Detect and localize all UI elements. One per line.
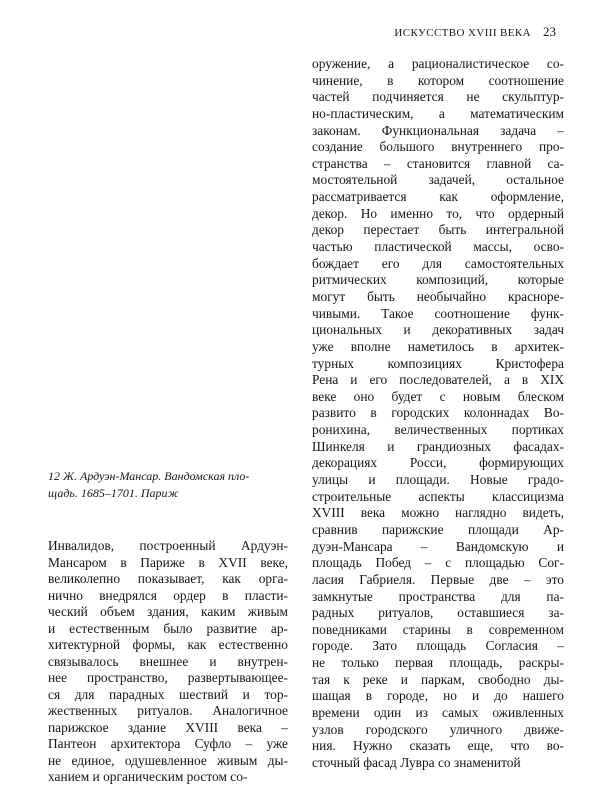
text-line-content: строительные аспекты классицизма [312,488,564,504]
text-line-content: городе. Зато площадь Согласия – [312,638,564,654]
text-line [312,71,564,88]
text-line [312,187,564,204]
text-line-content: не только первая площадь, раскры- [312,655,564,671]
text-line-content: Рена и его последователей, а в XIX [312,372,564,388]
text-line [312,620,564,637]
text-line [312,320,564,337]
text-line-content: чивыми. Такое соотношение функ- [312,305,564,321]
text-line-content: жественных ритуалов. Аналогичное [48,703,288,718]
text-line-content: ханием и органическим ростом со- [48,769,248,784]
text-line [312,387,564,404]
text-line-content: дуэн-Мансара – Вандомскую и [312,538,564,554]
text-line-content: рассматривается как оформление, [312,189,564,205]
text-line-content: шащая в городе, но и до нашего [312,688,564,704]
text-line [48,635,288,652]
text-line [48,751,288,768]
text-line [312,503,564,520]
text-line-content: веке оно будет с новым блеском [312,388,564,404]
text-line-content: хитектурной формы, как естественно [48,637,288,652]
text-line-content: декор. Но именно то, что ордерный [312,205,564,221]
text-line [312,553,564,570]
text-line [48,602,288,619]
caption-line: 12 Ж. Ардуэн-Мансар. Вандомская пло- [48,469,250,483]
text-line [48,718,288,735]
text-line-content: сточный фасад Лувра со знаменитой [312,754,521,770]
text-line-content: XVIII века можно наглядно видеть, [312,505,564,521]
text-line-content: замкнутые пространства для па- [312,588,564,604]
text-line-content: Инвалидов, построенный Ардуэн- [48,538,288,553]
text-line [312,170,564,187]
section-title: ИСКУССТВО XVIII ВЕКА [394,27,531,39]
text-line-content: Пантеон архитектора Суфло – уже [48,736,288,751]
text-line [312,121,564,138]
text-line-content: нее пространство, развертывающее- [48,670,288,685]
text-line-content: не единое, одушевленное живым ды- [48,752,288,768]
text-line-content: законам. Функциональная задача – [312,122,564,138]
text-line-content: Шинкеля и грандиозных фасадах- [312,438,564,454]
text-line [312,437,564,454]
text-line [312,304,564,321]
text-line-content: частей подчиняется не скульптур- [312,89,564,105]
text-line [312,470,564,487]
text-line [312,420,564,437]
text-line-content: парижское здание XVIII века – [48,719,288,735]
text-line [312,354,564,371]
figure-caption [48,468,284,502]
text-line [312,87,564,104]
text-line [312,270,564,287]
text-line-content: ритмических композиций, которые [312,272,564,288]
text-line-content: турных композициях Кристофера [312,355,564,371]
text-line [48,619,288,636]
text-line-content: уже вполне наметилось в архитек- [312,338,564,354]
text-line [48,767,288,784]
text-line-content: мостоятельной задачей, остальное [312,172,564,188]
text-line [312,603,564,620]
text-line-content: создание большого внутреннего про- [312,139,564,155]
text-line-content: декор перестает быть интегральной [312,222,564,238]
text-line [48,668,288,685]
text-line-content: тая к реке и паркам, свободно ды- [312,671,564,687]
text-line [312,154,564,171]
text-line [48,569,288,586]
text-line-content: циональных и декоративных задач [312,322,564,338]
text-line-content: частью пластической массы, осво- [312,239,564,255]
text-line [312,587,564,604]
text-line [312,753,564,770]
text-line-content: узлов городского уличного движе- [312,721,564,737]
text-line [312,720,564,737]
page-number: 23 [543,24,556,39]
text-line [312,703,564,720]
text-line [48,701,288,718]
left-text-column [48,536,288,784]
text-line [312,370,564,387]
text-line [312,204,564,221]
text-line [312,403,564,420]
text-line [312,686,564,703]
text-line [312,337,564,354]
text-line-content: ческий объем здания, каким живым [48,604,288,619]
text-line [312,254,564,271]
text-line [48,652,288,669]
text-line [312,287,564,304]
text-line-content: декорациях Росси, формирующих [312,455,564,471]
text-line [312,487,564,504]
text-line [48,536,288,553]
text-line [312,54,564,71]
text-line-content: Мансаром в Париже в XVII веке, [48,554,288,570]
text-line [48,685,288,702]
text-line [312,570,564,587]
text-line-content: связывалось внешнее и внутрен- [48,653,288,669]
text-line [312,670,564,687]
text-line [312,636,564,653]
text-line [312,220,564,237]
text-line-content: могут быть необычайно красноре- [312,288,564,304]
text-line-content: оружение, а рационалистическое со- [312,56,564,71]
text-line-content: бождает его для самостоятельных [312,255,564,271]
text-line-content: развито в городских колоннадах Во- [312,405,564,421]
caption-line: щадь. 1685–1701. Париж [48,486,179,500]
text-line-content: ронихина, величественных портиках [312,422,564,438]
right-text-column [312,54,564,770]
text-line [312,237,564,254]
text-line [312,104,564,121]
text-line-content: площадь Побед – с площадью Сог- [312,555,564,571]
text-line [312,520,564,537]
text-line [312,137,564,154]
text-line-content: нично внедрялся ордер в пласти- [48,587,288,603]
text-line [48,734,288,751]
text-line-content: поведниками старины в современном [312,621,564,637]
text-line [312,453,564,470]
text-line-content: ласия Габриеля. Первые две – это [312,571,564,587]
text-line-content: странства – становится главной са- [312,155,564,171]
text-line [312,653,564,670]
text-line-content: радных ритуалов, оставшиеся за- [312,605,564,621]
text-line [48,553,288,570]
text-line-content: времени один из самых оживленных [312,704,564,720]
text-line [312,537,564,554]
text-line-content: великолепно показывает, как орга- [48,571,288,586]
text-line [48,586,288,603]
text-line [312,736,564,753]
text-line-content: сравнив парижские площади Ар- [312,521,564,537]
text-line-content: улицы и площади. Новые градо- [312,472,564,488]
text-line-content: ся для парадных шествий и тор- [48,686,288,702]
running-header [394,24,556,42]
text-line-content: ния. Нужно сказать еще, что во- [312,738,564,754]
text-line-content: но-пластическим, а математическим [312,105,564,121]
text-line-content: чинение, в котором соотношение [312,72,564,88]
text-line-content: и естественным было развитие ар- [48,620,288,636]
